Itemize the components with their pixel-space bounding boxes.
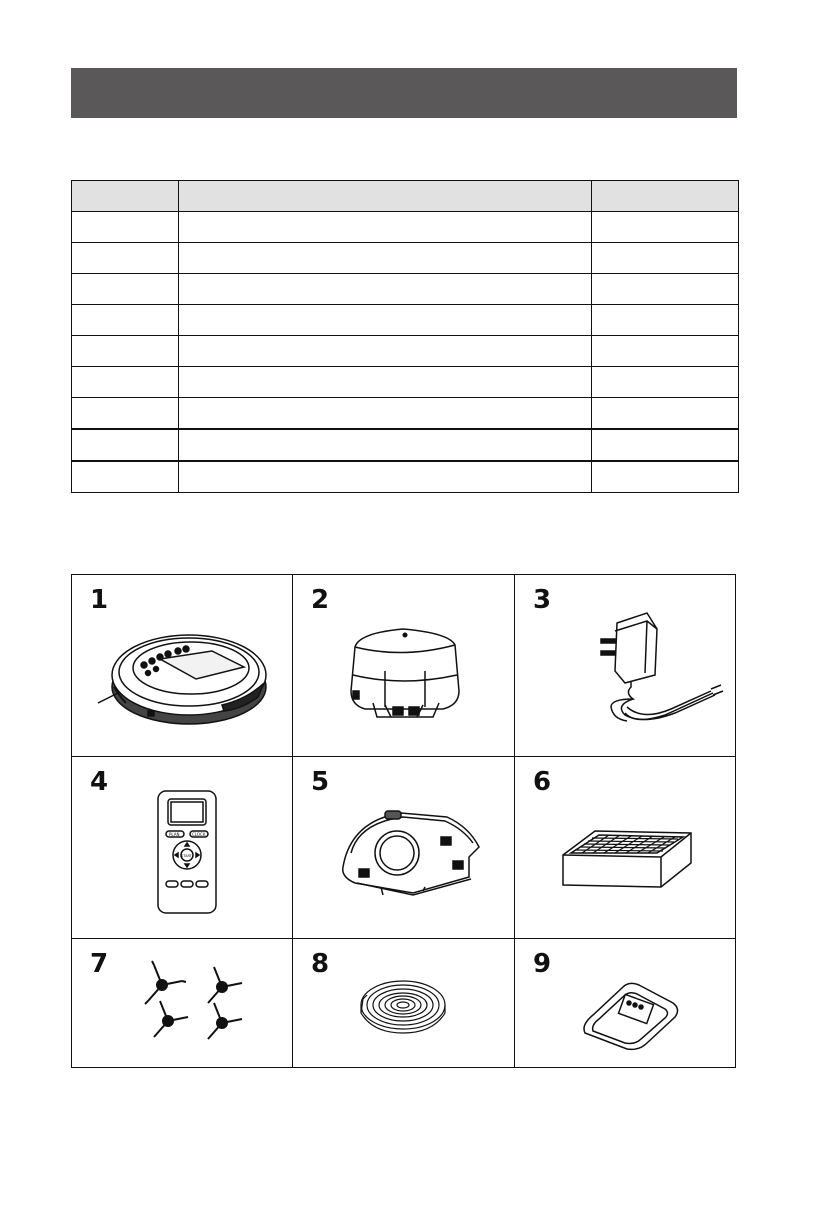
boundary-strip-icon xyxy=(293,939,515,1067)
header-cell xyxy=(179,181,592,212)
table-cell xyxy=(179,398,592,430)
part-number: 1 xyxy=(90,585,109,615)
part-number: 6 xyxy=(533,767,552,797)
table-cell xyxy=(592,274,739,305)
table-cell xyxy=(72,336,179,367)
table-cell xyxy=(592,212,739,243)
table-row xyxy=(72,305,739,336)
table-cell xyxy=(179,274,592,305)
part-number: 2 xyxy=(311,585,330,615)
parts-illustration-grid xyxy=(71,574,736,1068)
table-cell xyxy=(72,305,179,336)
table-cell xyxy=(592,461,739,493)
table-cell xyxy=(592,336,739,367)
table-cell xyxy=(72,367,179,398)
remote-control-icon xyxy=(72,757,293,939)
remote-clock-label: CLOCK xyxy=(192,832,206,837)
table-header-row xyxy=(72,181,739,212)
table-cell xyxy=(72,243,179,274)
table-row xyxy=(72,336,739,367)
table-cell xyxy=(179,305,592,336)
table-row xyxy=(72,274,739,305)
part-cell-dock xyxy=(293,575,515,757)
table-cell xyxy=(72,461,179,493)
part-number: 4 xyxy=(90,767,109,797)
part-number: 8 xyxy=(311,949,330,979)
table-cell xyxy=(179,243,592,274)
part-cell-dustbin xyxy=(293,757,515,939)
cleaning-cloth-icon xyxy=(515,939,735,1067)
table-cell xyxy=(179,212,592,243)
table-cell xyxy=(72,274,179,305)
robot-vacuum-icon xyxy=(72,575,293,757)
remote-start-label: START xyxy=(181,854,192,858)
part-cell-boundary-strip xyxy=(293,939,515,1067)
part-cell-remote xyxy=(72,757,293,939)
power-adapter-icon xyxy=(515,575,735,757)
table-row xyxy=(72,243,739,274)
parts-list-table xyxy=(71,180,739,493)
table-cell xyxy=(179,336,592,367)
table-cell xyxy=(179,461,592,493)
table-cell xyxy=(72,398,179,430)
table-cell xyxy=(592,429,739,461)
header-cell xyxy=(72,181,179,212)
table-row xyxy=(72,367,739,398)
part-number: 3 xyxy=(533,585,552,615)
part-cell-cloth xyxy=(515,939,735,1067)
table-cell xyxy=(179,429,592,461)
table-cell xyxy=(72,429,179,461)
side-brushes-icon xyxy=(72,939,293,1067)
table-cell xyxy=(592,243,739,274)
part-cell-filter xyxy=(515,757,735,939)
part-cell-robot xyxy=(72,575,293,757)
part-number: 7 xyxy=(90,949,109,979)
table-row xyxy=(72,212,739,243)
table-cell xyxy=(592,398,739,430)
part-cell-adapter xyxy=(515,575,735,757)
table-cell xyxy=(592,305,739,336)
charging-dock-icon xyxy=(293,575,515,757)
section-header-bar xyxy=(71,68,737,118)
header-cell xyxy=(592,181,739,212)
table-row xyxy=(72,398,739,430)
part-number: 9 xyxy=(533,949,552,979)
part-cell-side-brushes xyxy=(72,939,293,1067)
remote-plan-label: PLAN xyxy=(169,832,180,837)
table-cell xyxy=(179,367,592,398)
part-number: 5 xyxy=(311,767,330,797)
dust-bin-icon xyxy=(293,757,515,939)
table-cell xyxy=(592,367,739,398)
hepa-filter-icon xyxy=(515,757,735,939)
table-row xyxy=(72,461,739,493)
table-cell xyxy=(72,212,179,243)
table-row xyxy=(72,429,739,461)
